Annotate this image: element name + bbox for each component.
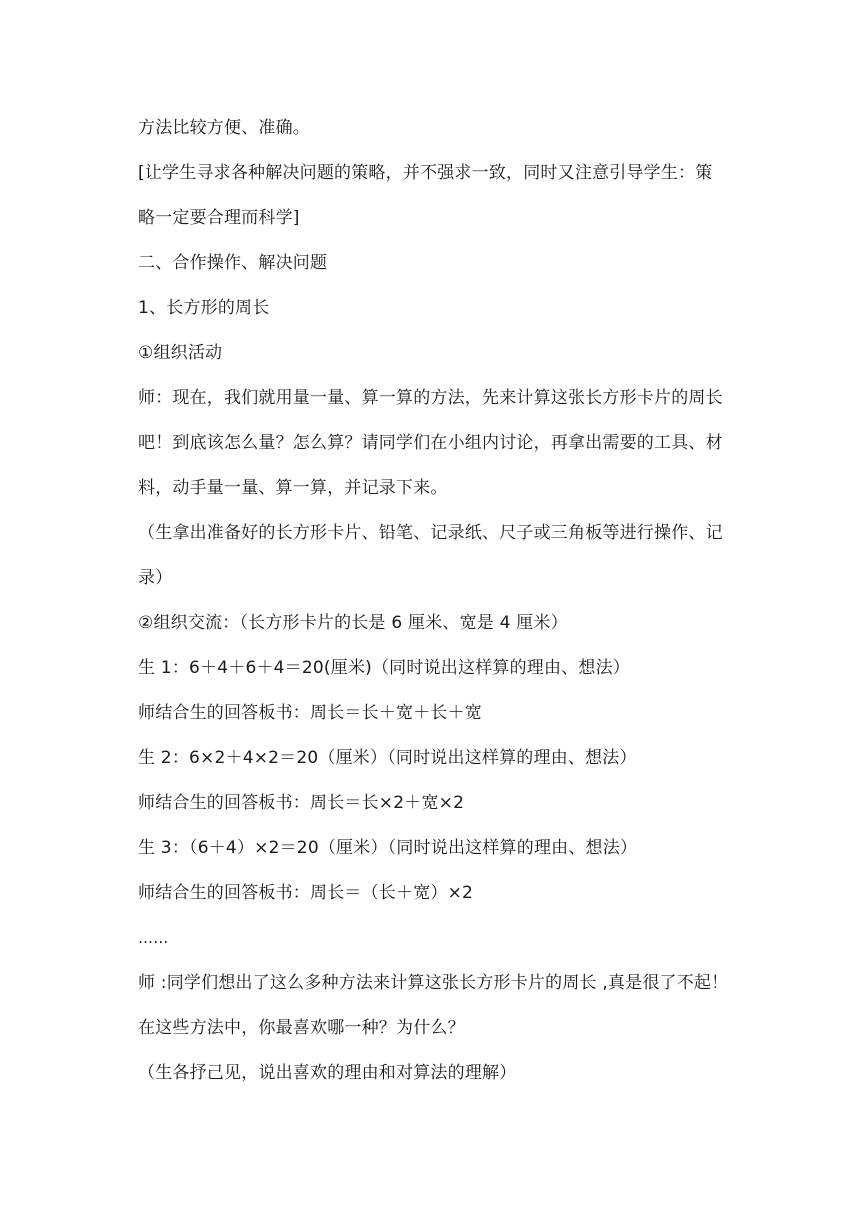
text-line: 师结合生的回答板书：周长＝长×2＋宽×2 — [138, 793, 465, 813]
text-line: 略一定要合理而科学] — [138, 208, 300, 228]
text-line: （生各抒己见，说出喜欢的理由和对算法的理解） — [138, 1063, 517, 1083]
text-line: 师结合生的回答板书：周长＝（长＋宽）×2 — [138, 883, 474, 903]
text-line: 在这些方法中，你最喜欢哪一种？为什么？ — [138, 1018, 465, 1038]
text-line: 师 :同学们想出了这么多种方法来计算这张长方形卡片的周长 ,真是很了不起！ — [138, 973, 729, 993]
document-body — [138, 112, 728, 1102]
step-heading: ①组织活动 — [138, 343, 223, 363]
text-line: 生 3：（6＋4）×2＝20（厘米）（同时说出这样算的理由、想法） — [138, 838, 638, 858]
text-line: 吧！到底该怎么量？怎么算？请同学们在小组内讨论，再拿出需要的工具、材 — [138, 433, 723, 453]
ellipsis-line: …… — [138, 929, 169, 947]
text-line: 方法比较方便、准确。 — [138, 118, 310, 138]
text-line: 生 1：6＋4＋6＋4＝20(厘米)（同时说出这样算的理由、想法） — [138, 658, 630, 678]
subsection-heading: 1、长方形的周长 — [138, 298, 270, 318]
step-heading: ②组织交流：（长方形卡片的长是 6 厘米、宽是 4 厘米） — [138, 613, 568, 633]
text-line: 师结合生的回答板书：周长＝长＋宽＋长＋宽 — [138, 703, 482, 723]
text-line: （生拿出准备好的长方形卡片、铅笔、记录纸、尺子或三角板等进行操作、记 — [138, 523, 723, 543]
text-line: 生 2：6×2＋4×2＝20（厘米）（同时说出这样算的理由、想法） — [138, 748, 637, 768]
section-heading: 二、合作操作、解决问题 — [138, 253, 328, 273]
text-line: 录） — [138, 568, 173, 588]
text-line: 师：现在，我们就用量一量、算一算的方法，先来计算这张长方形卡片的周长 — [138, 388, 723, 408]
text-line: [让学生寻求各种解决问题的策略，并不强求一致，同时又注意引导学生：策 — [138, 163, 713, 183]
text-line: 料，动手量一量、算一算，并记录下来。 — [138, 478, 448, 498]
